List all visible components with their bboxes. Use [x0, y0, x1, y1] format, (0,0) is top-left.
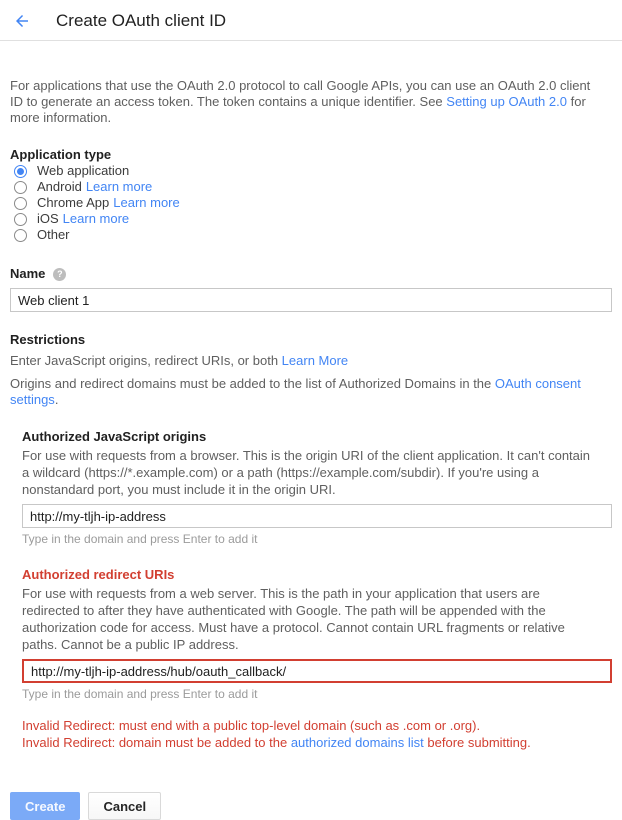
- name-label: Name: [10, 266, 46, 281]
- redirect-uris-heading: Authorized redirect URIs: [22, 567, 175, 582]
- radio-label: iOS: [37, 211, 59, 226]
- intro-text-start: For applications that use the OAuth 2.0 protocol to call Google APIs, you can use an OAuth 2.0 client ID to generate an access token. The token contains a unique identifier. See: [10, 78, 591, 109]
- js-origins-section: [22, 429, 612, 546]
- redirect-uris-description: For use with requests from a web server. This is the path in your application that users are redirected to after they have authenticated with Google. The path will be appended with the authorization code for access. Must have a protocol. Cannot contain URL fragments or relative paths. Cannot be a public IP address.: [22, 586, 565, 652]
- learn-more-link[interactable]: Learn More: [281, 353, 349, 368]
- main-content: [0, 78, 622, 820]
- error-message: [22, 735, 612, 751]
- radio-button[interactable]: [14, 181, 27, 194]
- page-header: [0, 0, 622, 41]
- radio-label: Android: [37, 179, 82, 194]
- cancel-button[interactable]: Cancel: [88, 792, 161, 820]
- name-section: [10, 266, 612, 312]
- setting-up-oauth-link[interactable]: Setting up OAuth 2.0: [446, 94, 567, 109]
- create-button[interactable]: Create: [10, 792, 80, 820]
- error-message: [22, 718, 612, 734]
- application-type-section: [10, 147, 612, 243]
- name-input[interactable]: [10, 288, 612, 312]
- radio-button[interactable]: [14, 165, 27, 178]
- error-text: before submitting.: [423, 735, 531, 750]
- restrictions-line1-text: Enter JavaScript origins, redirect URIs, or both: [10, 353, 282, 368]
- validation-errors: [22, 718, 612, 751]
- restrictions-line1: [10, 353, 612, 369]
- restrictions-heading: Restrictions: [10, 332, 86, 347]
- learn-more-link[interactable]: Learn more: [85, 179, 153, 194]
- js-origins-heading: Authorized JavaScript origins: [22, 429, 207, 444]
- radio-label: Web application: [37, 163, 130, 178]
- radio-option-chrome-app[interactable]: [10, 195, 612, 211]
- intro-paragraph: [10, 78, 595, 126]
- restrictions-line2-text: Origins and redirect domains must be added to the list of Authorized Domains in the: [10, 376, 495, 391]
- redirect-uris-input[interactable]: [22, 659, 612, 683]
- error-text: Invalid Redirect: must end with a public top-level domain (such as .com or .org).: [22, 718, 481, 733]
- restrictions-line2: [10, 376, 612, 408]
- form-actions: [10, 792, 612, 820]
- radio-label: Chrome App: [37, 195, 110, 210]
- learn-more-link[interactable]: Learn more: [62, 211, 130, 226]
- authorized-domains-list-link[interactable]: authorized domains list: [290, 735, 424, 750]
- radio-option-web-application[interactable]: [10, 163, 612, 179]
- error-text: Invalid Redirect: domain must be added to the: [22, 735, 291, 750]
- radio-option-android[interactable]: [10, 179, 612, 195]
- radio-option-ios[interactable]: [10, 211, 612, 227]
- learn-more-link[interactable]: Learn more: [113, 195, 180, 210]
- help-icon[interactable]: ?: [53, 268, 66, 281]
- restrictions-line2-period: .: [54, 392, 59, 407]
- js-origins-description: For use with requests from a browser. This is the origin URI of the client application. It can't contain a wildcard (https://*.example.com) or a path (https://example.com/subdir). If you're using a nonstandard port, you must include it in the origin URI.: [22, 448, 591, 497]
- oauth-consent-settings-link[interactable]: OAuth consent settings: [10, 376, 581, 407]
- redirect-uris-section: [22, 567, 612, 701]
- radio-label: Other: [37, 227, 70, 242]
- restrictions-section: [10, 332, 612, 408]
- page-title: Create OAuth client ID: [56, 10, 227, 30]
- redirect-uris-hint: Type in the domain and press Enter to add it: [22, 687, 258, 701]
- intro-text-end: for more information.: [10, 94, 586, 125]
- radio-option-other[interactable]: [10, 227, 612, 243]
- application-type-label: Application type: [10, 147, 112, 162]
- js-origins-hint: Type in the domain and press Enter to add it: [22, 532, 258, 546]
- js-origins-input[interactable]: [22, 504, 612, 528]
- radio-button[interactable]: [14, 197, 27, 210]
- radio-button[interactable]: [14, 229, 27, 242]
- radio-button[interactable]: [14, 213, 27, 226]
- back-arrow-icon[interactable]: [12, 11, 32, 31]
